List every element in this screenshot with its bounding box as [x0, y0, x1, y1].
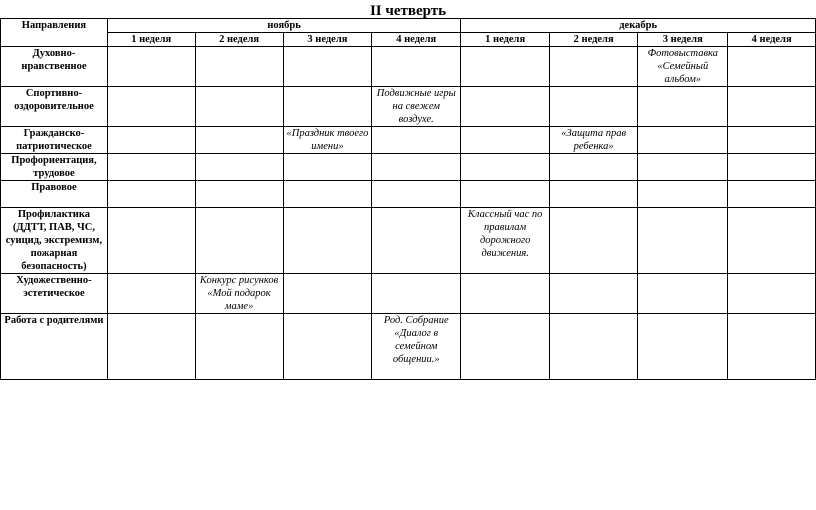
table-row: [1, 154, 816, 181]
table-row: [1, 181, 816, 208]
event-cell: [107, 181, 195, 208]
table-row: [1, 208, 816, 274]
event-cell: [550, 154, 638, 181]
header-directions: Направления: [1, 19, 108, 47]
page-title: II четверть: [369, 3, 447, 19]
event-cell: [638, 154, 728, 181]
event-cell: [195, 154, 283, 181]
direction-cell: Профориентация, трудовое: [1, 154, 108, 181]
event-cell: [195, 47, 283, 87]
header-week: 2 неделя: [195, 33, 283, 47]
event-cell: [283, 181, 372, 208]
event-cell: [638, 314, 728, 380]
table-row: [1, 127, 816, 154]
event-cell: [195, 208, 283, 274]
direction-cell: Духовно-нравственное: [1, 47, 108, 87]
event-cell: [372, 208, 461, 274]
event-cell: [728, 181, 816, 208]
event-cell: «Праздник твоего имени»: [283, 127, 372, 154]
event-cell: [550, 274, 638, 314]
event-cell: [283, 47, 372, 87]
table-row: [1, 314, 816, 380]
event-cell: [107, 127, 195, 154]
event-cell: [107, 208, 195, 274]
event-cell: [461, 47, 550, 87]
direction-cell: Спортивно-оздоровительное: [1, 87, 108, 127]
event-cell: [461, 314, 550, 380]
event-cell: Классный час по правилам дорожного движения.: [461, 208, 550, 274]
direction-cell: Работа с родителями: [1, 314, 108, 380]
event-cell: Конкурс рисунков «Мой подарок маме»: [195, 274, 283, 314]
event-cell: [638, 181, 728, 208]
header-week: 2 неделя: [550, 33, 638, 47]
event-cell: [283, 274, 372, 314]
plan-table: [0, 18, 816, 380]
event-cell: [550, 314, 638, 380]
event-cell: [461, 87, 550, 127]
event-cell: [638, 208, 728, 274]
direction-cell: Гражданско-патриотическое: [1, 127, 108, 154]
event-cell: [550, 47, 638, 87]
event-cell: Фотовыставка «Семейный альбом»: [638, 47, 728, 87]
event-cell: [550, 181, 638, 208]
event-cell: [728, 127, 816, 154]
event-cell: [372, 127, 461, 154]
event-cell: [107, 87, 195, 127]
event-cell: [372, 274, 461, 314]
direction-cell: Художественно-эстетическое: [1, 274, 108, 314]
table-row: [1, 274, 816, 314]
event-cell: [195, 127, 283, 154]
event-cell: [372, 181, 461, 208]
table-row: [1, 87, 816, 127]
event-cell: [107, 47, 195, 87]
header-row-months: [1, 19, 816, 33]
event-cell: [638, 274, 728, 314]
event-cell: [283, 314, 372, 380]
event-cell: [728, 154, 816, 181]
event-cell: [550, 87, 638, 127]
header-month-november: ноябрь: [107, 19, 460, 33]
event-cell: [195, 181, 283, 208]
event-cell: [728, 314, 816, 380]
event-cell: [195, 314, 283, 380]
event-cell: [107, 154, 195, 181]
event-cell: [195, 87, 283, 127]
event-cell: [461, 127, 550, 154]
event-cell: [461, 181, 550, 208]
header-week: 3 неделя: [283, 33, 372, 47]
direction-cell: Профилактика (ДДТТ, ПАВ, ЧС, суицид, экстремизм, пожарная безопасность): [1, 208, 108, 274]
event-cell: [728, 274, 816, 314]
header-week: 4 неделя: [372, 33, 461, 47]
direction-cell: Правовое: [1, 181, 108, 208]
header-row-weeks: [1, 33, 816, 47]
event-cell: [550, 208, 638, 274]
event-cell: [107, 274, 195, 314]
header-week: 3 неделя: [638, 33, 728, 47]
event-cell: [283, 208, 372, 274]
event-cell: [372, 47, 461, 87]
header-week: 1 неделя: [461, 33, 550, 47]
header-week: 1 неделя: [107, 33, 195, 47]
event-cell: [461, 154, 550, 181]
event-cell: [728, 208, 816, 274]
event-cell: Подвижные игры на свежем воздухе.: [372, 87, 461, 127]
event-cell: [461, 274, 550, 314]
event-cell: [283, 154, 372, 181]
event-cell: [638, 87, 728, 127]
event-cell: [283, 87, 372, 127]
event-cell: [728, 47, 816, 87]
event-cell: «Защита прав ребенка»: [550, 127, 638, 154]
event-cell: [728, 87, 816, 127]
table-row: [1, 47, 816, 87]
header-month-december: декабрь: [461, 19, 816, 33]
event-cell: [372, 154, 461, 181]
event-cell: [107, 314, 195, 380]
event-cell: Род. Собрание «Диалог в семейном общении.»: [372, 314, 461, 380]
event-cell: [638, 127, 728, 154]
header-week: 4 неделя: [728, 33, 816, 47]
